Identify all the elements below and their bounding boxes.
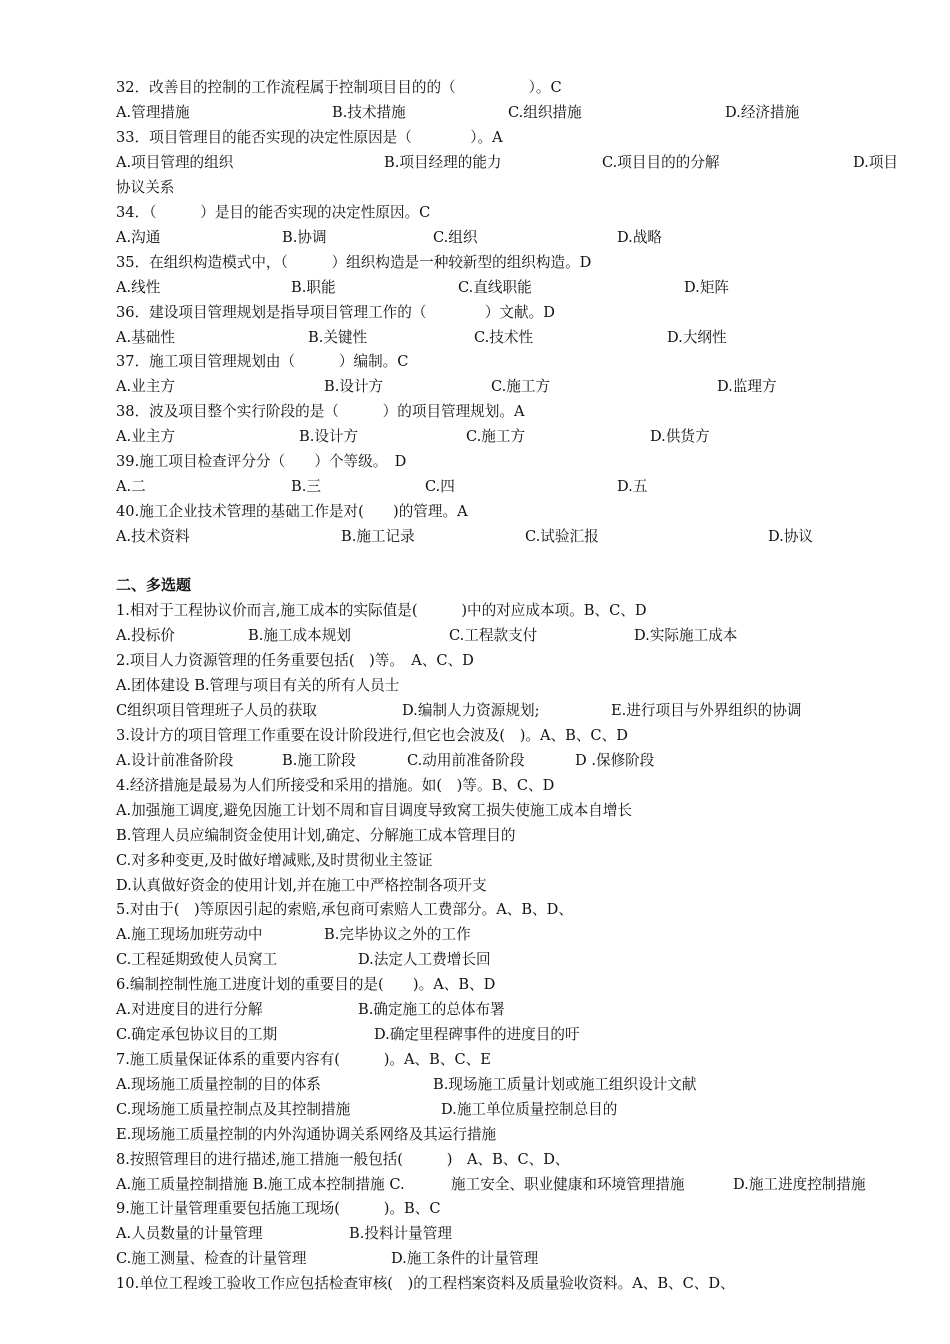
option-b: B.施工成本规划 (248, 627, 351, 644)
option-c: C.试验汇报 (525, 528, 599, 545)
option-a: A.业主方 (116, 378, 175, 395)
option-d: D.五 (617, 478, 648, 495)
option-c: C.组织措施 (508, 104, 582, 121)
option-d: D.项目 (853, 154, 899, 171)
option-c: C.直线职能 (458, 279, 532, 296)
option-d: D.法定人工费增长回 (358, 951, 491, 968)
option-e: E.进行项目与外界组织的协调 (611, 702, 802, 719)
question-stem: 2.项目人力资源管理的任务重要包括( )等。 A、C、D (116, 652, 474, 669)
option-continuation: 协议关系 (116, 179, 175, 196)
option-d: D.实际施工成本 (634, 627, 738, 644)
question-stem: 4.经济措施是最易为人们所接受和采用的措施。如( )等。B、C、D (116, 777, 555, 794)
option-a: A.项目管理的组织 (116, 154, 234, 171)
question-stem: 1.相对于工程协议价而言,施工成本的实际值是( )中的对应成本项。B、C、D (116, 602, 647, 619)
option-b: B.投料计量管理 (349, 1225, 452, 1242)
option-c: C.工程延期致使人员窝工 (116, 951, 278, 968)
option-d: D.供货方 (650, 428, 710, 445)
option-c: C组织项目管理班子人员的获取 (116, 702, 317, 719)
option-d: D.编制人力资源规划; (402, 702, 540, 719)
option-c: C.施工方 (491, 378, 551, 395)
option-d: D.施工条件的计量管理 (391, 1250, 539, 1267)
option-a: A.施工现场加班劳动中 (116, 926, 263, 943)
option-c: 施工安全、职业健康和环境管理措施 (451, 1176, 685, 1193)
question-stem: 6.编制控制性施工进度计划的重要目的是( )。A、B、D (116, 976, 496, 993)
option-a: A.现场施工质量控制的目的体系 (116, 1076, 321, 1093)
section-heading: 二、多选题 (116, 576, 192, 594)
option-ab: A.施工质量控制措施 B.施工成本控制措施 C. (116, 1176, 405, 1193)
option-d: D.战略 (617, 229, 663, 246)
option-b: B.完毕协议之外的工作 (324, 926, 471, 943)
question-stem: 7.施工质量保证体系的重要内容有( )。A、B、C、E (116, 1051, 491, 1068)
option-a: A.管理措施 (116, 104, 190, 121)
option-b: B.技术措施 (332, 104, 406, 121)
question-stem: 3.设计方的项目管理工作重要在设计阶段进行,但它也会波及( )。A、B、C、D (116, 727, 628, 744)
question-stem: 5.对由于( )等原因引起的索赔,承包商可索赔人工费部分。A、B、D、 (116, 901, 573, 918)
question-stem: 9.施工计量管理重要包括施工现场( )。B、C (116, 1200, 441, 1217)
option-d: D.协议 (768, 528, 814, 545)
question-stem: 34．（ ）是目的能否实现的决定性原因。C (116, 204, 431, 221)
question-stem: 36．建设项目管理规划是指导项目管理工作的（ ）文献。D (116, 304, 555, 321)
option-c: C.项目目的的分解 (602, 154, 720, 171)
option-a: A.人员数量的计量管理 (116, 1225, 263, 1242)
question-stem: 38．波及项目整个实行阶段的是（ ）的项目管理规划。A (116, 403, 525, 420)
option-a: A.二 (116, 478, 146, 495)
option-a: A.线性 (116, 279, 161, 296)
option-b: B.项目经理的能力 (384, 154, 502, 171)
option-a: A.设计前准备阶段 (116, 752, 234, 769)
question-stem: 10.单位工程竣工验收工作应包括检查审核( )的工程档案资料及质量验收资料。A、B、C、D、 (116, 1275, 735, 1292)
option-c: C.动用前准备阶段 (407, 752, 525, 769)
option-b: B.协调 (282, 229, 327, 246)
option-a: A.加强施工调度,避免因施工计划不周和盲目调度导致窝工损失使施工成本自增长 (116, 802, 633, 819)
option-d: D.施工单位质量控制总目的 (441, 1101, 618, 1118)
question-stem: 37．施工项目管理规划由（ ）编制。C (116, 353, 409, 370)
option-b: B.职能 (291, 279, 336, 296)
option-d: D.施工进度控制措施 (733, 1176, 866, 1193)
option-b: B.确定施工的总体布署 (358, 1001, 505, 1018)
option-a: A.投标价 (116, 627, 175, 644)
option-d: D.监理方 (717, 378, 777, 395)
option-d: D.认真做好资金的使用计划,并在施工中严格控制各项开支 (116, 877, 487, 894)
question-stem: 40.施工企业技术管理的基础工作是对( )的管理。A (116, 503, 468, 520)
option-d: D.经济措施 (725, 104, 800, 121)
option-b: B.设计方 (324, 378, 384, 395)
option-b: B.关键性 (308, 329, 368, 346)
question-stem: 35．在组织构造模式中，（ ）组织构造是一种较新型的组织构造。D (116, 254, 592, 271)
option-d: D.确定里程碑事件的进度目的吁 (374, 1026, 580, 1043)
option-d: D.大纲性 (667, 329, 727, 346)
option-a: A.技术资料 (116, 528, 190, 545)
option-b: B.现场施工质量计划或施工组织设计文献 (433, 1076, 697, 1093)
option-b: B.设计方 (299, 428, 359, 445)
question-stem: 33．项目管理目的能否实现的决定性原因是（ ）。A (116, 129, 503, 146)
option-c: C.确定承包协议目的工期 (116, 1026, 278, 1043)
option-c: C.对多种变更,及时做好增减账,及时贯彻业主签证 (116, 852, 433, 869)
question-stem: 32．改善目的控制的工作流程属于控制项目目的的（ ）。C (116, 79, 562, 96)
option-c: C.施工方 (466, 428, 526, 445)
option-b: B.施工阶段 (282, 752, 356, 769)
option-a: A.对进度目的进行分解 (116, 1001, 263, 1018)
option-c: C.技术性 (474, 329, 534, 346)
option-c: C.工程款支付 (449, 627, 538, 644)
option-b: B.管理人员应编制资金使用计划,确定、分解施工成本管理目的 (116, 827, 516, 844)
question-stem: 8.按照管理目的进行描述,施工措施一般包括( ) A、B、C、D、 (116, 1151, 570, 1168)
option-c: C.施工测量、检查的计量管理 (116, 1250, 307, 1267)
option-c: C.组织 (433, 229, 478, 246)
question-stem: 39.施工项目检查评分分（ ）个等级。 D (116, 453, 407, 470)
option-e: E.现场施工质量控制的内外沟通协调关系网络及其运行措施 (116, 1126, 497, 1143)
option-a: A.基础性 (116, 329, 175, 346)
option-c: C.四 (425, 478, 455, 495)
option-a: A.业主方 (116, 428, 175, 445)
option-a: A.沟通 (116, 229, 161, 246)
option-b: B.三 (291, 478, 321, 495)
option-d: D .保修阶段 (575, 752, 655, 769)
option-b: B.施工记录 (341, 528, 415, 545)
option-d: D.矩阵 (684, 279, 730, 296)
option-c: C.现场施工质量控制点及其控制措施 (116, 1101, 351, 1118)
option-line: A.团体建设 B.管理与项目有关的所有人员士 (116, 677, 400, 694)
